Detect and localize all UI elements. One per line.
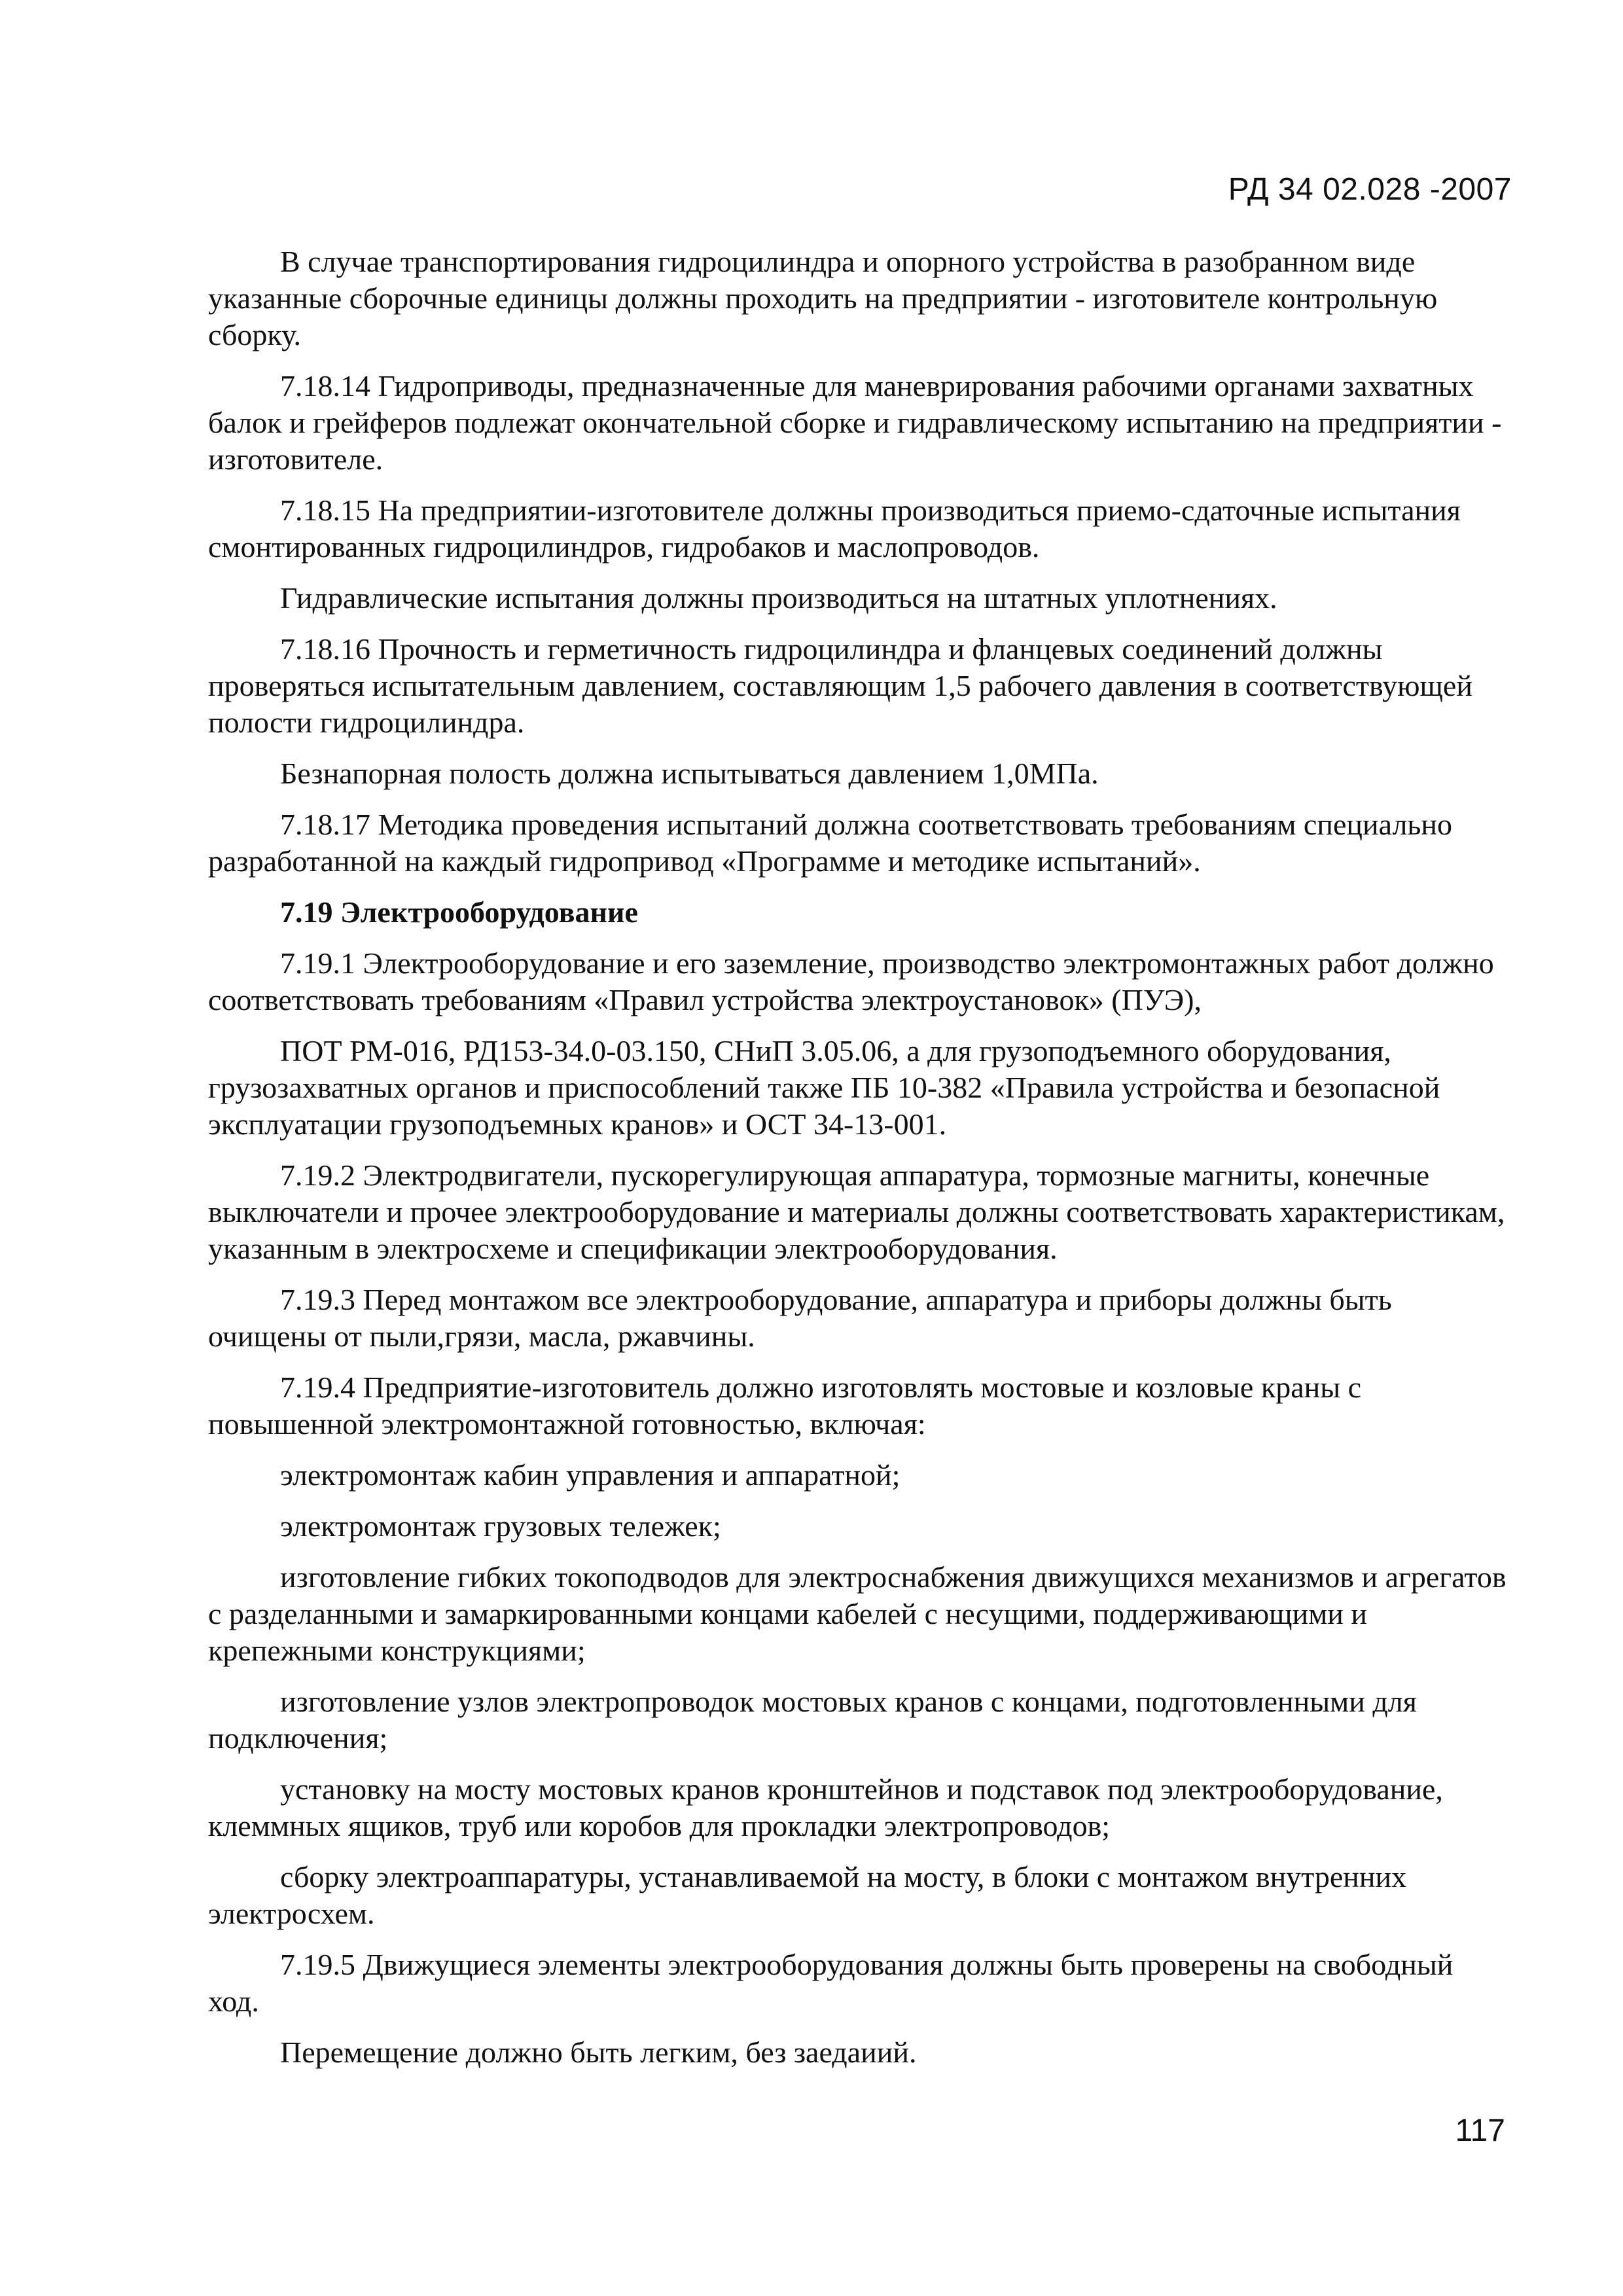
paragraph: 7.19.2 Электродвигатели, пускорегулирующая аппаратура, тормозные магниты, конечные выключатели и прочее электрооборудование и материалы должны соответствовать характеристикам, указанным в электросхеме и спецификации электрооборудования. [208, 1158, 1505, 1265]
section-heading: 7.19 Электрооборудование [280, 895, 638, 929]
paragraph: 7.19.3 Перед монтажом все электрооборудование, аппаратура и приборы должны быть очищены от пыли,грязи, масла, ржавчины. [208, 1283, 1392, 1353]
paragraph: Гидравлические испытания должны производиться на штатных уплотнениях. [280, 581, 1277, 615]
list-item: изготовление узлов электропроводок мостовых кранов с концами, подготовленными для подключения; [208, 1685, 1417, 1755]
paragraph: ПОТ РМ-016, РД153-34.0-03.150, СНиП 3.05.06, а для грузоподъемного оборудования, грузозахватных органов и приспособлений также ПБ 10-382 «Правила устройства и безопасной эксплуатации грузоподъемных кранов» и ОСТ 34-13-001. [208, 1034, 1440, 1141]
paragraph: 7.18.15 На предприятии-изготовителе должны производиться приемо-сдаточные испытания смонтированных гидроцилиндров, гидробаков и маслопроводов. [208, 493, 1461, 564]
paragraph: Безнапорная полость должна испытываться давлением 1,0МПа. [280, 757, 1099, 790]
document-code: РД 34 02.028 -2007 [1228, 172, 1512, 207]
paragraph: 7.18.16 Прочность и герметичность гидроцилиндра и фланцевых соединений должны проверяться испытательным давлением, составляющим 1,5 рабочего давления в соответствующей полости гидроцилиндра. [208, 632, 1472, 739]
document-body [208, 243, 1510, 2085]
page-number: 117 [1455, 2113, 1505, 2148]
paragraph: 7.18.14 Гидроприводы, предназначенные для маневрирования рабочими органами захватных балок и грейферов подлежат окончательной сборке и гидравлическому испытанию на предприятии - изготовителе. [208, 369, 1502, 476]
paragraph: 7.18.17 Методика проведения испытаний должна соответствовать требованиям специально разработанной на каждый гидропривод «Программе и методике испытаний». [208, 808, 1452, 878]
list-item: изготовление гибких токоподводов для электроснабжения движущихся механизмов и агрегатов с разделанными и замаркированными концами кабелей с несущими, поддерживающими и крепежными конструкциями; [208, 1560, 1507, 1667]
list-item: электромонтаж кабин управления и аппаратной; [280, 1458, 901, 1492]
paragraph: 7.19.1 Электрооборудование и его заземление, производство электромонтажных работ должно соответствовать требованиям «Правил устройства электроустановок» (ПУЭ), [208, 946, 1494, 1016]
paragraph: 7.19.5 Движущиеся элементы электрооборудования должны быть проверены на свободный ход. [208, 1948, 1454, 2018]
paragraph: В случае транспортирования гидроцилиндра и опорного устройства в разобранном виде указанные сборочные единицы должны проходить на предприятии - изготовителе контрольную сборку. [208, 245, 1438, 351]
paragraph: 7.19.4 Предприятие-изготовитель должно изготовлять мостовые и козловые краны с повышенной электромонтажной готовностью, включая: [208, 1371, 1362, 1441]
list-item: сборку электроаппаратуры, устанавливаемой на мосту, в блоки с монтажом внутренних электросхем. [208, 1860, 1407, 1930]
list-item: установку на мосту мостовых кранов кронштейнов и подставок под электрооборудование, клеммных ящиков, труб или коробов для прокладки электропроводов; [208, 1772, 1443, 1842]
list-item: электромонтаж грузовых тележек; [280, 1509, 721, 1543]
paragraph: Перемещение должно быть легким, без заедаиий. [280, 2036, 917, 2069]
